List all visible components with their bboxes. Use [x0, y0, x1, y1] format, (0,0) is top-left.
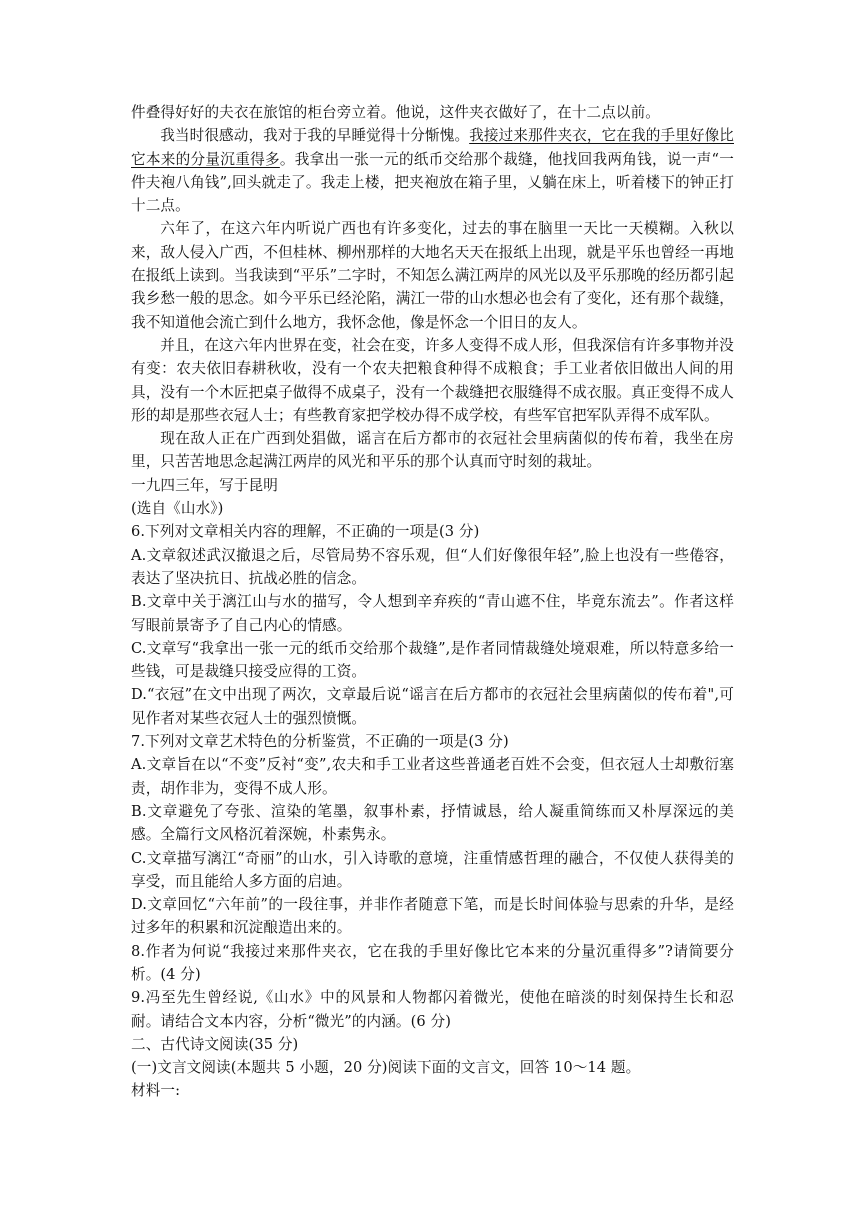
- passage-paragraph: 并且，在这六年内世界在变，社会在变，许多人变得不成人形，但我深信有许多事物并没有变：农夫依旧春耕秋收，没有一个农夫把粮食种得不成粮食；手工业者依旧做出人间的用具，没有一个木匠把桌子做得不成桌子，没有一个裁缝把衣服缝得不成衣服。真正变得不成人形的却是那些衣冠人士；有些教育家把学校办得不成学校，有些军官把军队弄得不成军队。: [131, 336, 734, 424]
- option-7c: C.文章描写漓江“奇丽”的山水，引入诗歌的意境，注重情感哲理的融合，不仅使人获得美的享受，而且能给人多方面的启迪。: [131, 849, 734, 890]
- underlined-sentence: 我接过来那件夹衣，它在我的手里好像比它本来的分量沉重得多: [131, 127, 734, 168]
- section-heading: 二、古代诗文阅读(35 分): [131, 1035, 299, 1053]
- section-subheading: (一)文言文阅读(本题共 5 小题，20 分)阅读下面的文言文，回答 10～14 题。: [131, 1059, 641, 1077]
- passage-paragraph: 六年了，在这六年内听说广西也有许多变化，过去的事在脑里一天比一天模糊。入秋以来，敌人侵入广西，不但桂林、柳州那样的大地名天天在报纸上出现，就是平乐也曾经一再地在报纸上读到。当我读到“平乐”二字时，不知怎么满江两岸的风光以及平乐那晚的经历都引起我乡愁一般的思念。如今平乐已经沦陷，满江一带的山水想必也会有了变化，还有那个裁缝，我不知道他会流亡到什么地方，我怀念他，像是怀念一个旧日的友人。: [131, 220, 734, 331]
- passage-paragraph: [131, 124, 734, 217]
- question-6: 6.下列对文章相关内容的理解，不正确的一项是(3 分): [131, 523, 480, 541]
- option-6b: B.文章中关于漓江山与水的描写，令人想到辛弃疾的“青山遮不住，毕竟东流去”。作者这样写眼前景寄予了自己内心的情感。: [131, 593, 734, 634]
- passage-paragraph: 现在敌人正在广西到处猖做，谣言在后方都市的衣冠社会里病菌似的传布着，我坐在房里，只苦苦地思念起满江两岸的风光和平乐的那个认真而守时刻的栽址。: [131, 430, 734, 471]
- option-6d: D.“衣冠”在文中出现了两次，文章最后说“谣言在后方都市的衣冠社会里病菌似的传布着",可见作者对某些衣冠人士的强烈愤慨。: [131, 686, 734, 727]
- question-8: 8.作者为何说“我接过来那件夹衣，它在我的手里好像比它本来的分量沉重得多”?请简要分析。(4 分): [131, 942, 734, 983]
- option-6c: C.文章写“我拿出一张一元的纸币交给那个裁缝”,是作者同情裁缝处境艰难，所以特意多给一些钱，可是裁缝只接受应得的工资。: [131, 639, 734, 681]
- question-7: 7.下列对文章艺术特色的分析鉴赏，不正确的一项是(3 分): [131, 733, 509, 751]
- material-label: 材料一:: [131, 1082, 181, 1100]
- passage-date: 一九四三年，写于昆明: [131, 476, 278, 494]
- question-9: 9.冯至先生曾经说,《山水》中的风景和人物都闪着微光，使他在暗淡的时刻保持生长和忍耐。请结合文本内容，分析“微光”的内涵。(6 分): [131, 989, 734, 1030]
- option-6a: A.文章叙述武汉撤退之后，尽管局势不容乐观，但“人们好像很年轻”,脸上也没有一些倦容，表达了坚决抗日、抗战必胜的信念。: [131, 546, 734, 587]
- passage-text: 。我拿出一张一元的纸币交给那个裁缝，他找回我两角钱，说一声“一件夫袍八角钱”,回头就走了。我走上楼，把夹袍放在箱子里，乂躺在床上，听着楼下的钟正打十二点。: [131, 150, 734, 215]
- passage-source: (选自《山水》): [131, 500, 224, 518]
- option-7d: D.文章回忆“六年前”的一段往事，并非作者随意下笔，而是长时间体验与思索的升华，是经过多年的积累和沉淀酿造出来的。: [131, 896, 734, 937]
- passage-paragraph: 件叠得好好的夫衣在旅馆的柜台旁立着。他说，这件夹衣做好了，在十二点以前。: [131, 104, 660, 121]
- option-7a: A.文章旨在以“不变”反衬“变”,农夫和手工业者这些普通老百姓不会变，但衣冠人士却敷衍塞责，胡作非为，变得不成人形。: [131, 756, 734, 797]
- passage-text: 我当时很感动，我对于我的早睡觉得十分惭愧。: [160, 127, 470, 145]
- option-7b: B.文章避免了夸张、渲染的笔墨，叙事朴素，抒情诚恳，给人凝重简练而又朴厚深远的美感。全篇行文风格沉着深婉，朴素隽永。: [131, 802, 734, 844]
